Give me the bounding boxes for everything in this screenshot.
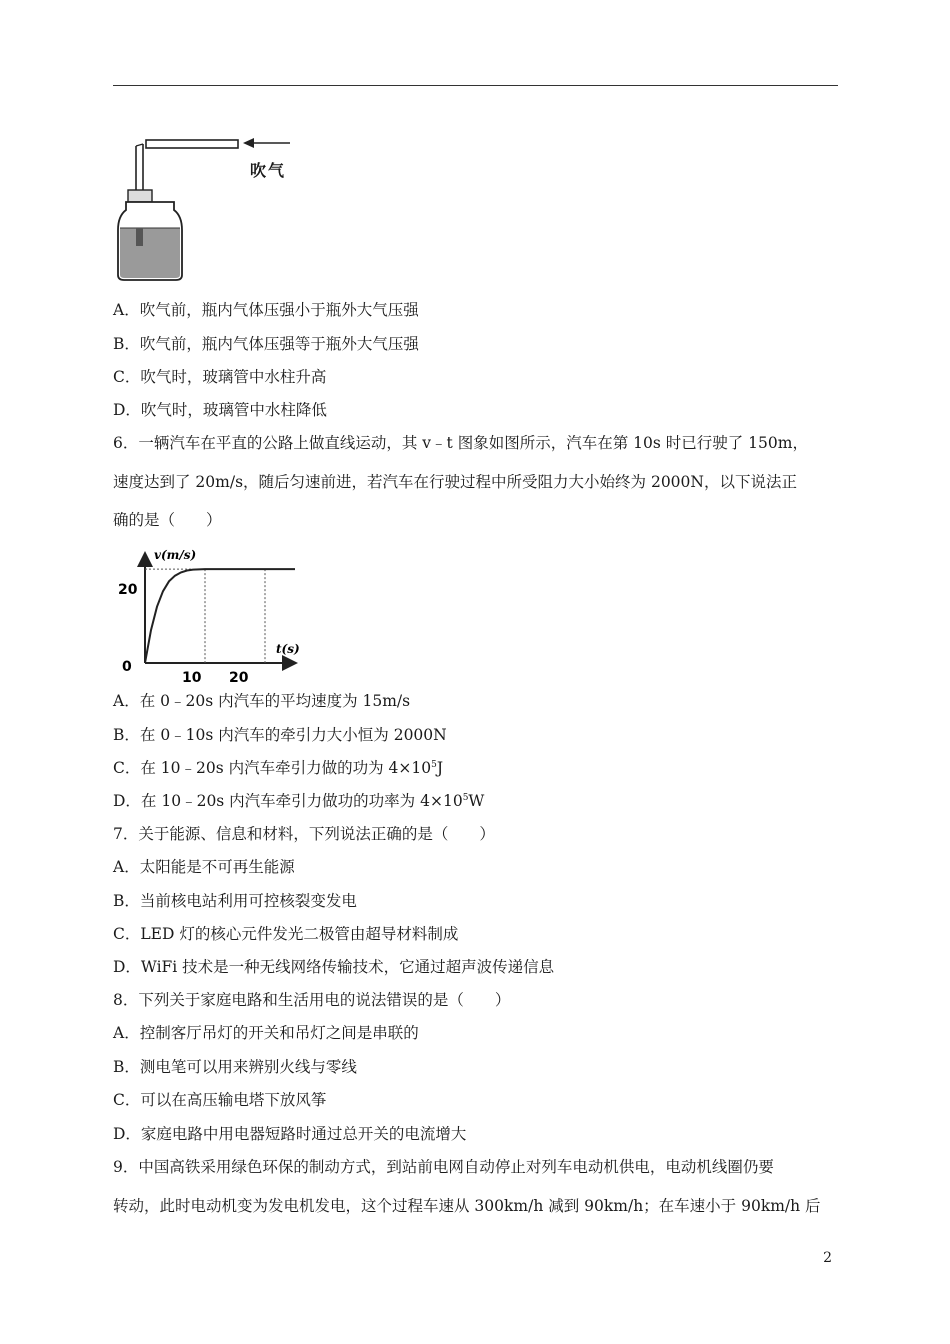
q6-option-c-exponent: 5 (431, 759, 437, 770)
q5-option-a: A．吹气前，瓶内气体压强小于瓶外大气压强 (113, 301, 419, 319)
q6-stem-line-3: 确的是（ ） (113, 511, 222, 529)
q8-option-c: C．可以在高压输电塔下放风筝 (113, 1091, 327, 1109)
q6-stem-line-1: 6．一辆汽车在平直的公路上做直线运动，其 v﹣t 图象如图所示，汽车在第 10s 时已行驶了 150m， (113, 434, 808, 452)
y-tick-label: 20 (118, 582, 138, 598)
q6-option-c-text: C．在 10﹣20s 内汽车牵引力做的功为 4×10 (113, 759, 432, 777)
q7-option-b: B．当前核电站利用可控核裂变发电 (113, 892, 357, 910)
q8-option-a: A．控制客厅吊灯的开关和吊灯之间是串联的 (113, 1024, 419, 1042)
page-number: 2 (823, 1250, 832, 1266)
q5-option-d: D．吹气时，玻璃管中水柱降低 (113, 401, 327, 419)
q8-option-d: D．家庭电路中用电器短路时通过总开关的电流增大 (113, 1125, 467, 1143)
bottle-figure (112, 130, 302, 285)
q6-option-c-unit: J (436, 759, 444, 777)
q6-option-d-exponent: 5 (462, 792, 469, 803)
q8-stem: 8．下列关于家庭电路和生活用电的说法错误的是（ ） (113, 991, 511, 1009)
origin-label: 0 (122, 659, 132, 675)
q5-option-b: B．吹气前，瓶内气体压强等于瓶外大气压强 (113, 335, 419, 353)
q6-stem-line-2: 速度达到了 20m/s，随后匀速前进，若汽车在行驶过程中所受阻力大小始终为 2000N，以下说法正 (113, 473, 797, 491)
q6-option-c (113, 758, 443, 778)
y-axis-label: v(m/s) (154, 548, 197, 562)
x-tick-label: 20 (229, 670, 249, 686)
q5-option-c: C．吹气时，玻璃管中水柱升高 (113, 368, 327, 386)
q6-option-b: B．在 0﹣10s 内汽车的牵引力大小恒为 2000N (113, 726, 447, 744)
q6-option-a: A．在 0﹣20s 内汽车的平均速度为 15m/s (113, 692, 411, 710)
q6-option-d-unit: W (468, 792, 485, 810)
vt-chart (112, 545, 312, 687)
header-rule (113, 85, 838, 86)
x-tick-label: 10 (182, 670, 202, 686)
blow-label: 吹气 (250, 161, 287, 180)
q8-option-b: B．测电笔可以用来辨别火线与零线 (113, 1058, 357, 1076)
q7-option-c: C．LED 灯的核心元件发光二极管由超导材料制成 (113, 925, 459, 943)
q9-stem-line-2: 转动，此时电动机变为发电机发电，这个过程车速从 300km/h 减到 90km/h；在车速小于 90km/h 后 (113, 1197, 821, 1215)
x-axis-label: t(s) (276, 642, 300, 656)
q6-option-d (113, 791, 484, 811)
q7-option-a: A．太阳能是不可再生能源 (113, 858, 295, 876)
q7-option-d: D．WiFi 技术是一种无线网络传输技术，它通过超声波传递信息 (113, 958, 555, 976)
q9-stem-line-1: 9．中国高铁采用绿色环保的制动方式，到站前电网自动停止对列车电动机供电，电动机线圈仍要 (113, 1158, 774, 1176)
q7-stem: 7．关于能源、信息和材料，下列说法正确的是（ ） (113, 825, 495, 843)
q6-option-d-text: D．在 10﹣20s 内汽车牵引力做功的功率为 4×10 (113, 792, 463, 810)
velocity-curve (145, 569, 295, 663)
